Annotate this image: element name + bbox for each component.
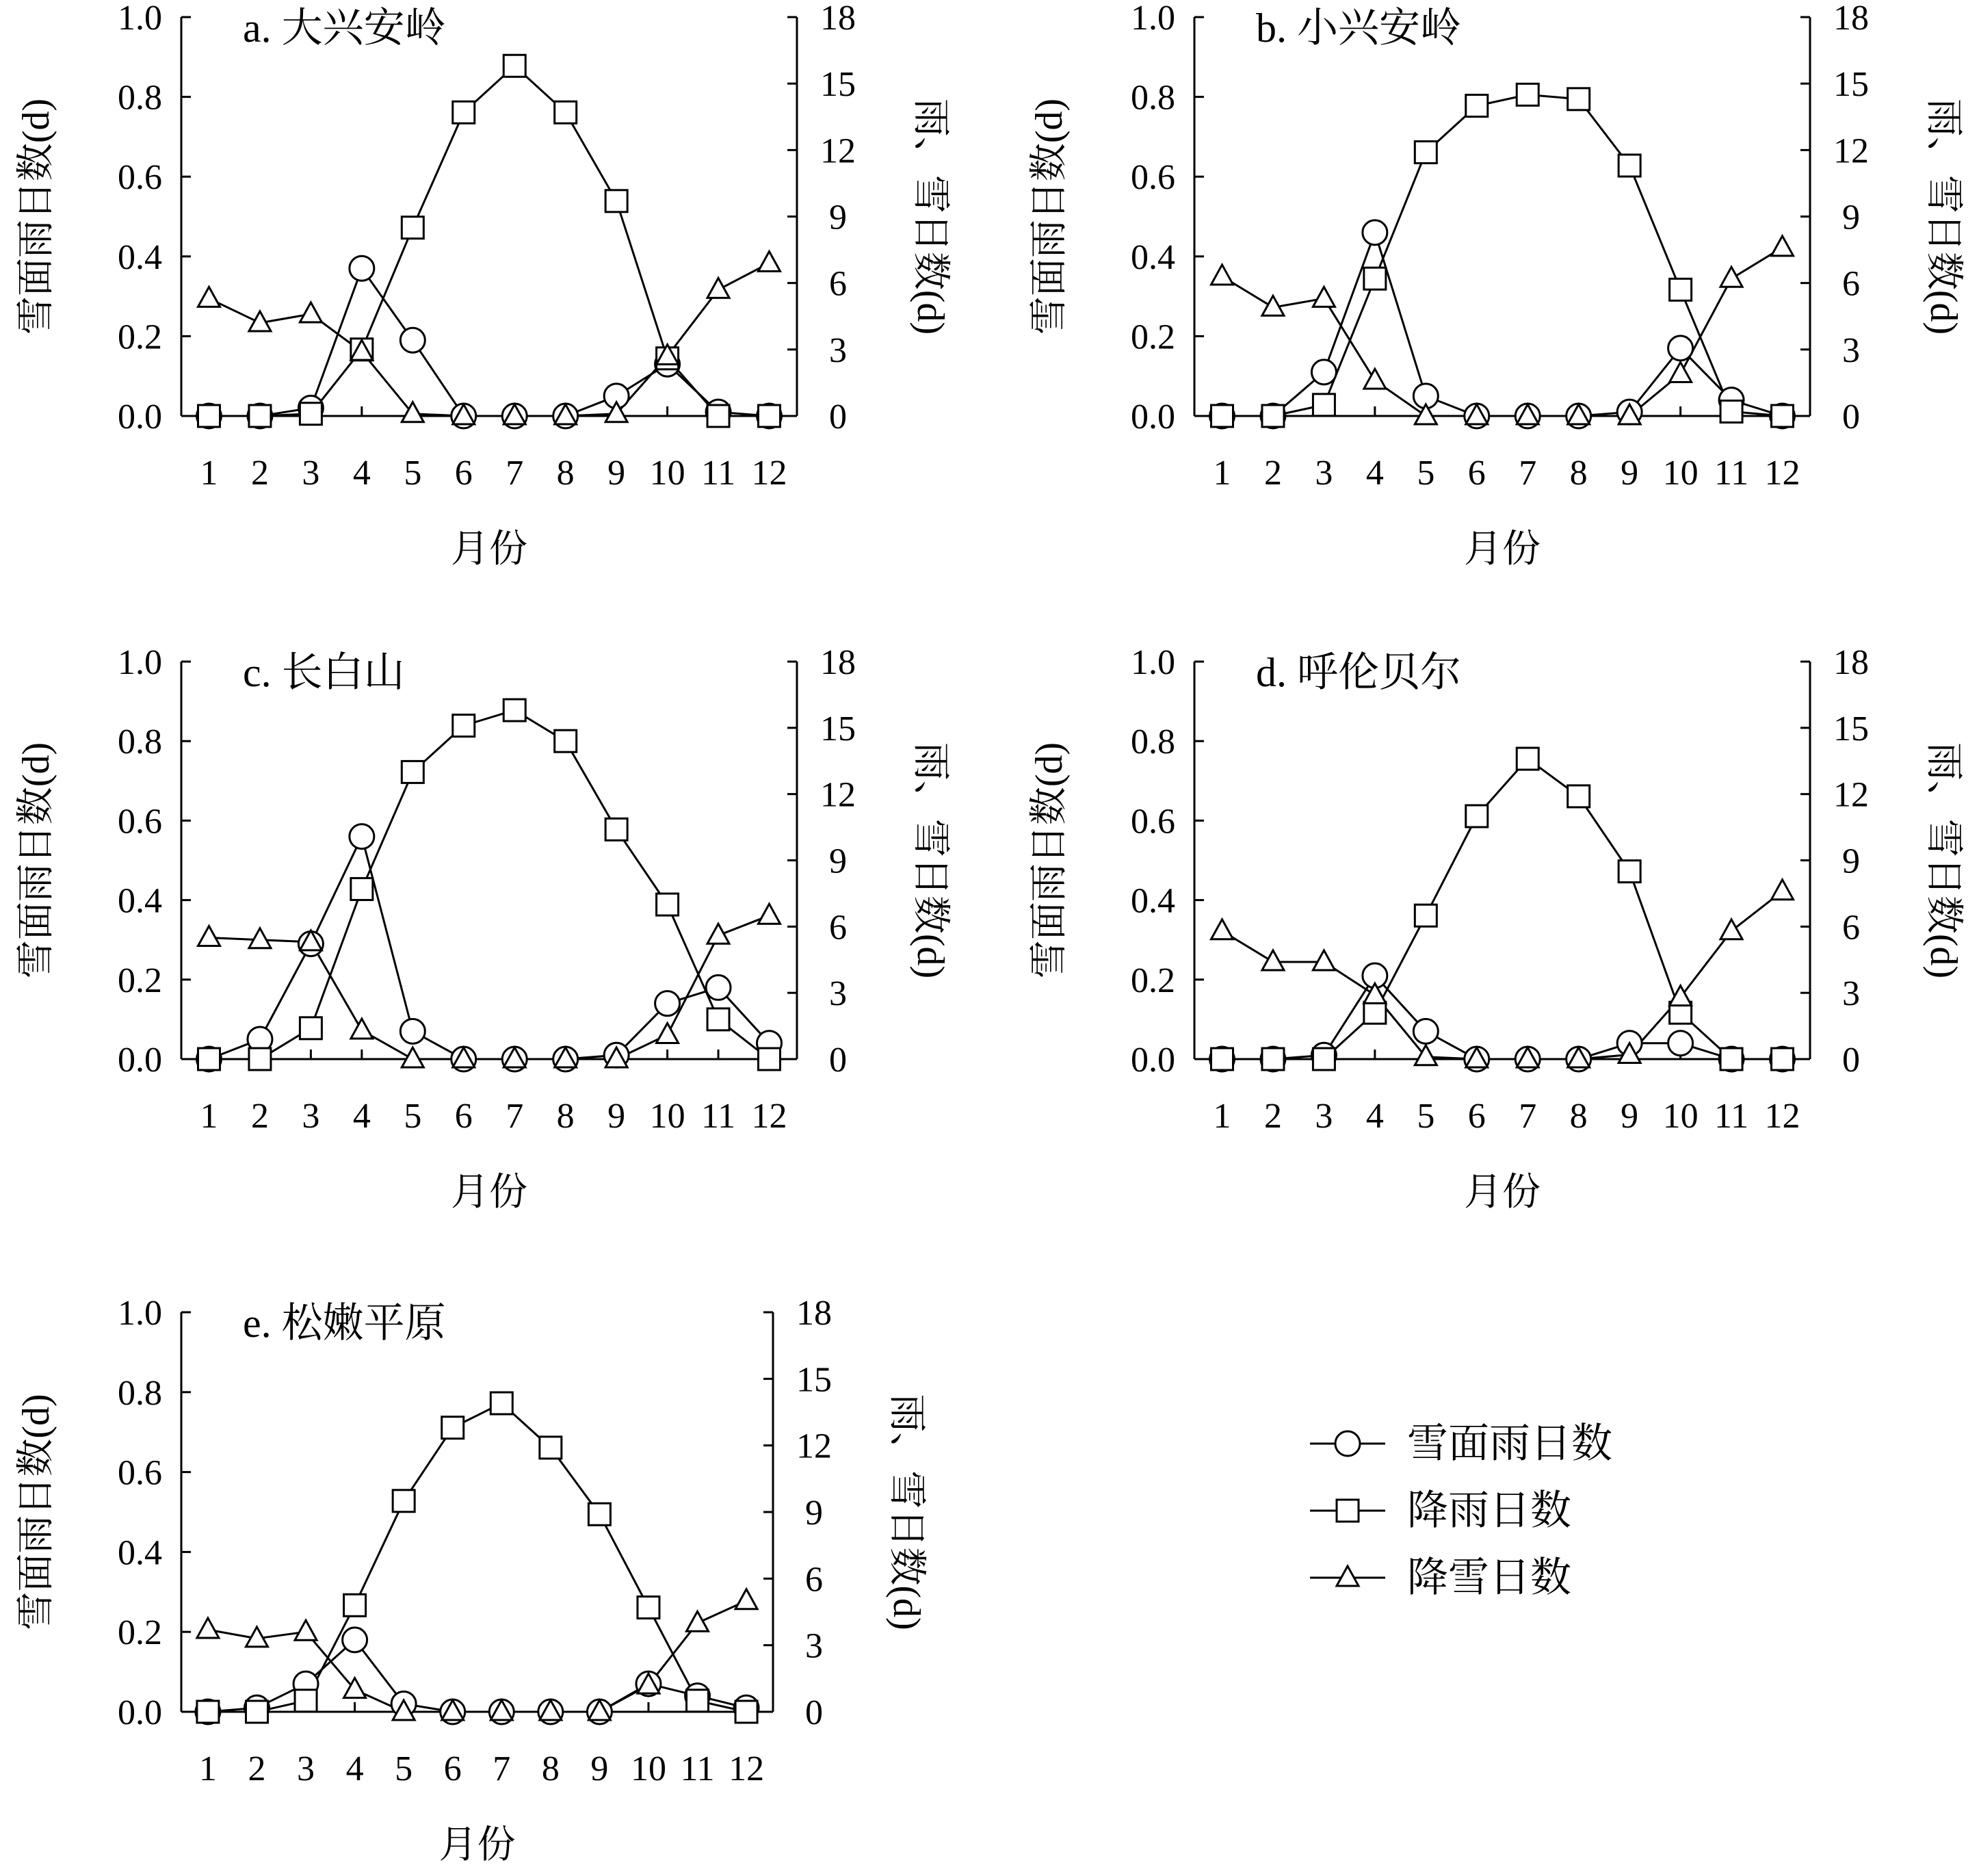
- right-tick-label: 12: [820, 131, 856, 171]
- data-point-rain: [351, 878, 373, 900]
- left-tick-label: 0.6: [1131, 802, 1175, 842]
- data-point-snow-rain: [400, 1019, 425, 1043]
- right-tick-label: 15: [1833, 65, 1869, 105]
- data-point-rain: [197, 1701, 219, 1723]
- data-point-snow: [1313, 950, 1335, 970]
- series-line-rain: [208, 1403, 746, 1712]
- x-tick-label: 12: [729, 1749, 765, 1788]
- data-point-rain: [759, 405, 781, 427]
- data-point-rain: [295, 1690, 317, 1712]
- data-point-snow: [735, 1589, 757, 1609]
- legend-item: [1310, 1488, 1571, 1533]
- x-tick-label: 11: [701, 454, 736, 493]
- x-tick-label: 2: [1263, 1097, 1282, 1136]
- legend-label: 降雨日数: [1407, 1488, 1571, 1533]
- chart-panel-d: [1028, 643, 1965, 1214]
- data-point-snow: [1262, 950, 1284, 970]
- data-point-rain: [1568, 785, 1590, 807]
- data-point-rain: [1313, 394, 1335, 416]
- right-tick-label: 9: [829, 198, 847, 237]
- data-point-snow: [249, 928, 271, 948]
- right-axis-label: 雨、雪日数(d): [909, 98, 952, 335]
- x-tick-label: 4: [352, 1097, 371, 1136]
- data-point-rain: [393, 1490, 415, 1512]
- x-tick-label: 1: [198, 1749, 217, 1788]
- x-tick-label: 4: [1365, 1097, 1384, 1136]
- data-point-snow-rain: [655, 991, 680, 1016]
- left-tick-label: 0.4: [118, 237, 162, 277]
- x-tick-label: 7: [493, 1749, 511, 1788]
- left-tick-label: 0.4: [118, 881, 162, 921]
- left-axis-label: 雪面雨日数(d): [1028, 742, 1071, 979]
- data-point-rain: [588, 1503, 610, 1525]
- legend-label: 降雪日数: [1407, 1555, 1571, 1600]
- x-tick-label: 6: [454, 1097, 473, 1136]
- data-point-rain: [1466, 95, 1488, 117]
- data-point-rain: [503, 55, 525, 77]
- data-point-snow: [687, 1611, 709, 1631]
- right-tick-label: 12: [1833, 131, 1869, 171]
- data-point-snow-rain: [1413, 1019, 1438, 1043]
- data-point-rain: [453, 715, 475, 737]
- data-point-snow-rain: [350, 824, 374, 849]
- data-point-snow: [198, 287, 220, 307]
- right-axis-label: 雨、雪日数(d): [1922, 98, 1965, 335]
- data-point-rain: [402, 217, 423, 239]
- x-tick-label: 9: [607, 454, 626, 493]
- data-point-snow: [1670, 362, 1692, 382]
- data-point-snow-rain: [350, 256, 374, 281]
- right-tick-label: 3: [829, 330, 847, 370]
- data-point-snow-rain: [1668, 1031, 1693, 1056]
- x-tick-label: 2: [248, 1749, 266, 1788]
- data-point-snow: [1772, 880, 1794, 900]
- x-tick-label: 12: [751, 454, 787, 493]
- x-tick-label: 7: [506, 454, 524, 493]
- series-line-snow: [209, 915, 770, 1059]
- data-point-snow: [295, 1620, 317, 1640]
- x-tick-label: 8: [556, 454, 575, 493]
- left-tick-label: 0.2: [118, 961, 162, 1000]
- right-tick-label: 0: [805, 1693, 823, 1732]
- x-tick-label: 6: [454, 454, 473, 493]
- data-point-snow: [759, 904, 781, 924]
- x-tick-label: 3: [1315, 454, 1333, 493]
- series-line-snow: [1222, 891, 1783, 1059]
- x-tick-label: 9: [1621, 454, 1639, 493]
- x-axis-label: 月份: [1464, 528, 1541, 571]
- chart-panel-c: [15, 643, 952, 1214]
- x-tick-label: 10: [649, 1097, 685, 1136]
- data-point-snow: [1364, 369, 1386, 389]
- right-tick-label: 15: [820, 709, 856, 748]
- data-point-rain: [344, 1594, 366, 1616]
- legend: [1310, 1421, 1612, 1600]
- legend-marker-snow: [1337, 1566, 1359, 1586]
- data-point-rain: [1313, 1048, 1335, 1070]
- data-point-snow: [1211, 265, 1233, 285]
- right-tick-label: 18: [796, 1294, 832, 1333]
- x-tick-label: 10: [1662, 454, 1699, 493]
- data-point-rain: [1262, 1048, 1284, 1070]
- data-point-rain: [687, 1690, 709, 1712]
- data-point-rain: [300, 1017, 322, 1039]
- series-line-snow: [209, 263, 770, 417]
- data-point-rain: [1466, 805, 1488, 827]
- data-point-rain: [657, 894, 679, 915]
- x-tick-label: 7: [1519, 1097, 1537, 1136]
- data-point-rain: [249, 405, 271, 427]
- left-tick-label: 0.2: [118, 1613, 162, 1653]
- x-tick-label: 9: [1621, 1097, 1639, 1136]
- data-point-rain: [605, 190, 627, 212]
- x-tick-label: 1: [200, 1097, 218, 1136]
- chart-panel-e: [15, 1294, 928, 1866]
- right-tick-label: 9: [829, 842, 847, 881]
- right-tick-label: 0: [1842, 1041, 1860, 1080]
- right-tick-label: 3: [829, 974, 847, 1014]
- series-line-rain: [1222, 759, 1783, 1059]
- series-line-snow-rain: [208, 1640, 746, 1712]
- data-point-snow-rain: [1363, 220, 1387, 245]
- x-tick-label: 5: [1417, 454, 1435, 493]
- right-axis-label: 雨、雪日数(d): [909, 742, 952, 979]
- legend-marker-snow-rain: [1335, 1431, 1360, 1456]
- data-point-snow: [197, 1618, 219, 1638]
- data-point-rain: [402, 761, 423, 783]
- x-tick-label: 9: [607, 1097, 626, 1136]
- x-tick-label: 6: [443, 1749, 462, 1788]
- x-tick-label: 4: [352, 454, 371, 493]
- left-tick-label: 0.4: [118, 1533, 162, 1573]
- data-point-snow: [707, 924, 729, 943]
- right-tick-label: 12: [1833, 775, 1869, 815]
- data-point-rain: [503, 699, 525, 721]
- x-tick-label: 8: [556, 1097, 575, 1136]
- x-tick-label: 5: [1417, 1097, 1435, 1136]
- series-line-snow-rain: [209, 268, 770, 416]
- x-tick-label: 10: [630, 1749, 666, 1788]
- right-tick-label: 6: [1842, 908, 1860, 948]
- data-point-snow: [351, 1019, 373, 1039]
- left-tick-label: 0.0: [118, 398, 162, 437]
- left-tick-label: 1.0: [118, 643, 162, 682]
- right-tick-label: 3: [1842, 974, 1860, 1014]
- data-point-snow: [1720, 920, 1742, 939]
- x-tick-label: 2: [1263, 454, 1282, 493]
- series-line-rain: [209, 66, 770, 416]
- data-point-rain: [707, 1008, 729, 1030]
- left-tick-label: 0.4: [1131, 881, 1175, 921]
- data-point-rain: [1415, 904, 1437, 926]
- left-tick-label: 1.0: [1131, 0, 1175, 38]
- right-tick-label: 12: [820, 775, 856, 815]
- right-tick-label: 18: [820, 643, 856, 682]
- left-tick-label: 0.8: [1131, 78, 1175, 118]
- left-tick-label: 0.8: [118, 1373, 162, 1413]
- data-point-rain: [249, 1048, 271, 1070]
- data-point-rain: [1568, 88, 1590, 110]
- left-tick-label: 0.8: [118, 722, 162, 762]
- x-axis-label: 月份: [451, 528, 527, 571]
- data-point-rain: [1364, 1002, 1386, 1024]
- data-point-rain: [555, 730, 577, 752]
- left-axis-label: 雪面雨日数(d): [1028, 98, 1071, 335]
- x-tick-label: 11: [680, 1749, 715, 1788]
- x-tick-label: 1: [1213, 454, 1231, 493]
- data-point-rain: [1772, 405, 1794, 427]
- right-tick-label: 0: [829, 398, 847, 437]
- x-tick-label: 4: [345, 1749, 364, 1788]
- data-point-rain: [1670, 278, 1692, 300]
- left-tick-label: 0.8: [118, 78, 162, 118]
- panel-title: c. 长白山: [243, 650, 405, 695]
- data-point-rain: [198, 1048, 220, 1070]
- data-point-rain: [1618, 861, 1640, 883]
- data-point-rain: [1720, 1048, 1742, 1070]
- x-tick-label: 11: [701, 1097, 736, 1136]
- left-tick-label: 0.6: [1131, 158, 1175, 198]
- x-tick-label: 3: [297, 1749, 315, 1788]
- x-tick-label: 11: [1714, 1097, 1749, 1136]
- left-tick-label: 1.0: [1131, 643, 1175, 682]
- data-point-rain: [1772, 1048, 1794, 1070]
- panel-title: b. 小兴安岭: [1256, 5, 1461, 51]
- x-tick-label: 1: [200, 454, 218, 493]
- x-tick-label: 8: [541, 1749, 560, 1788]
- data-point-snow: [1211, 920, 1233, 939]
- data-point-snow: [402, 1047, 423, 1067]
- right-tick-label: 9: [805, 1494, 823, 1533]
- right-tick-label: 6: [829, 264, 847, 304]
- x-tick-label: 12: [1764, 1097, 1800, 1136]
- x-tick-label: 5: [404, 1097, 422, 1136]
- left-axis-label: 雪面雨日数(d): [15, 742, 57, 979]
- data-point-rain: [246, 1701, 267, 1723]
- legend-label: 雪面雨日数: [1407, 1421, 1612, 1466]
- legend-item: [1310, 1421, 1612, 1466]
- x-tick-label: 4: [1365, 454, 1384, 493]
- right-tick-label: 9: [1842, 842, 1860, 881]
- right-tick-label: 0: [829, 1041, 847, 1080]
- right-tick-label: 18: [820, 0, 856, 38]
- panel-title: a. 大兴安岭: [243, 5, 446, 51]
- left-tick-label: 0.6: [118, 802, 162, 842]
- right-tick-label: 15: [1833, 709, 1869, 748]
- right-tick-label: 15: [796, 1360, 832, 1400]
- series-line-snow: [208, 1601, 746, 1712]
- data-point-snow: [1415, 404, 1437, 424]
- legend-marker-rain: [1337, 1500, 1359, 1522]
- left-tick-label: 0.0: [118, 1041, 162, 1080]
- data-point-snow: [300, 302, 322, 322]
- series-line-rain: [209, 710, 770, 1059]
- right-tick-label: 3: [1842, 330, 1860, 370]
- data-point-rain: [1720, 401, 1742, 423]
- data-point-rain: [605, 818, 627, 840]
- data-point-snow: [1772, 236, 1794, 256]
- data-point-rain: [453, 101, 475, 123]
- x-tick-label: 1: [1213, 1097, 1231, 1136]
- data-point-snow: [1720, 267, 1742, 287]
- series-line-snow-rain: [1222, 233, 1783, 416]
- data-point-snow-rain: [1311, 360, 1336, 385]
- data-point-rain: [735, 1701, 757, 1723]
- data-point-rain: [759, 1048, 781, 1070]
- x-tick-label: 9: [590, 1749, 609, 1788]
- x-tick-label: 3: [302, 454, 320, 493]
- x-tick-label: 7: [506, 1097, 524, 1136]
- right-tick-label: 18: [1833, 643, 1869, 682]
- left-tick-label: 0.4: [1131, 237, 1175, 277]
- right-tick-label: 6: [829, 908, 847, 948]
- right-tick-label: 9: [1842, 198, 1860, 237]
- x-tick-label: 10: [649, 454, 685, 493]
- right-tick-label: 6: [805, 1560, 823, 1600]
- left-tick-label: 0.2: [118, 317, 162, 357]
- x-axis-label: 月份: [438, 1824, 516, 1866]
- data-point-rain: [555, 101, 577, 123]
- x-tick-label: 11: [1714, 454, 1749, 493]
- left-axis-label: 雪面雨日数(d): [15, 98, 57, 335]
- x-tick-label: 6: [1467, 454, 1486, 493]
- right-tick-label: 18: [1833, 0, 1869, 38]
- data-point-snow-rain: [343, 1628, 367, 1652]
- data-point-snow: [759, 252, 781, 272]
- series-line-snow-rain: [209, 837, 770, 1059]
- right-tick-label: 3: [805, 1626, 823, 1666]
- data-point-rain: [1618, 155, 1640, 177]
- data-point-snow-rain: [706, 975, 731, 1000]
- data-point-rain: [198, 405, 220, 427]
- left-tick-label: 1.0: [118, 1294, 162, 1333]
- x-tick-label: 2: [250, 454, 269, 493]
- data-point-snow: [198, 926, 220, 946]
- data-point-snow: [657, 1023, 679, 1043]
- x-tick-label: 6: [1467, 1097, 1486, 1136]
- data-point-rain: [1415, 142, 1437, 164]
- left-tick-label: 0.2: [1131, 317, 1175, 357]
- data-point-snow: [1313, 287, 1335, 307]
- x-tick-label: 3: [302, 1097, 320, 1136]
- x-tick-label: 8: [1569, 1097, 1588, 1136]
- legend-item: [1310, 1555, 1571, 1600]
- data-point-rain: [1517, 748, 1538, 770]
- x-tick-label: 3: [1315, 1097, 1333, 1136]
- panel-title: d. 呼伦贝尔: [1256, 650, 1461, 695]
- data-point-rain: [442, 1417, 464, 1439]
- right-tick-label: 6: [1842, 264, 1860, 304]
- x-tick-label: 7: [1519, 454, 1537, 493]
- data-point-rain: [1364, 268, 1386, 289]
- data-point-rain: [490, 1392, 512, 1414]
- left-tick-label: 1.0: [118, 0, 162, 38]
- panels: [15, 0, 1965, 1866]
- x-tick-label: 5: [404, 454, 422, 493]
- data-point-rain: [1211, 405, 1233, 427]
- data-point-snow-rain: [400, 328, 425, 352]
- right-tick-label: 15: [820, 65, 856, 105]
- left-tick-label: 0.0: [1131, 398, 1175, 437]
- x-tick-label: 12: [1764, 454, 1800, 493]
- right-tick-label: 12: [796, 1426, 832, 1466]
- x-tick-label: 2: [250, 1097, 269, 1136]
- left-tick-label: 0.0: [1131, 1041, 1175, 1080]
- chart-panel-b: [1028, 0, 1965, 571]
- data-point-rain: [540, 1437, 562, 1459]
- series-line-snow-rain: [1222, 976, 1783, 1059]
- right-axis-label: 雨、雪日数(d): [885, 1394, 928, 1630]
- left-tick-label: 0.2: [1131, 961, 1175, 1000]
- x-tick-label: 5: [395, 1749, 413, 1788]
- x-axis-label: 月份: [451, 1171, 527, 1214]
- data-point-snow-rain: [1668, 336, 1693, 361]
- right-axis-label: 雨、雪日数(d): [1922, 742, 1965, 979]
- data-point-rain: [300, 403, 322, 425]
- x-axis-label: 月份: [1464, 1171, 1541, 1214]
- chart-panel-a: [15, 0, 952, 571]
- left-tick-label: 0.0: [118, 1693, 162, 1732]
- left-tick-label: 0.6: [118, 1453, 162, 1493]
- left-tick-label: 0.6: [118, 158, 162, 198]
- x-tick-label: 8: [1569, 454, 1588, 493]
- data-point-rain: [638, 1597, 659, 1619]
- data-point-rain: [1517, 83, 1538, 105]
- data-point-rain: [707, 405, 729, 427]
- x-tick-label: 10: [1662, 1097, 1699, 1136]
- data-point-snow: [707, 278, 729, 298]
- x-tick-label: 12: [751, 1097, 787, 1136]
- right-tick-label: 0: [1842, 398, 1860, 437]
- left-tick-label: 0.8: [1131, 722, 1175, 762]
- data-point-rain: [1262, 405, 1284, 427]
- left-axis-label: 雪面雨日数(d): [15, 1394, 57, 1630]
- panel-title: e. 松嫩平原: [243, 1301, 446, 1346]
- data-point-rain: [1211, 1048, 1233, 1070]
